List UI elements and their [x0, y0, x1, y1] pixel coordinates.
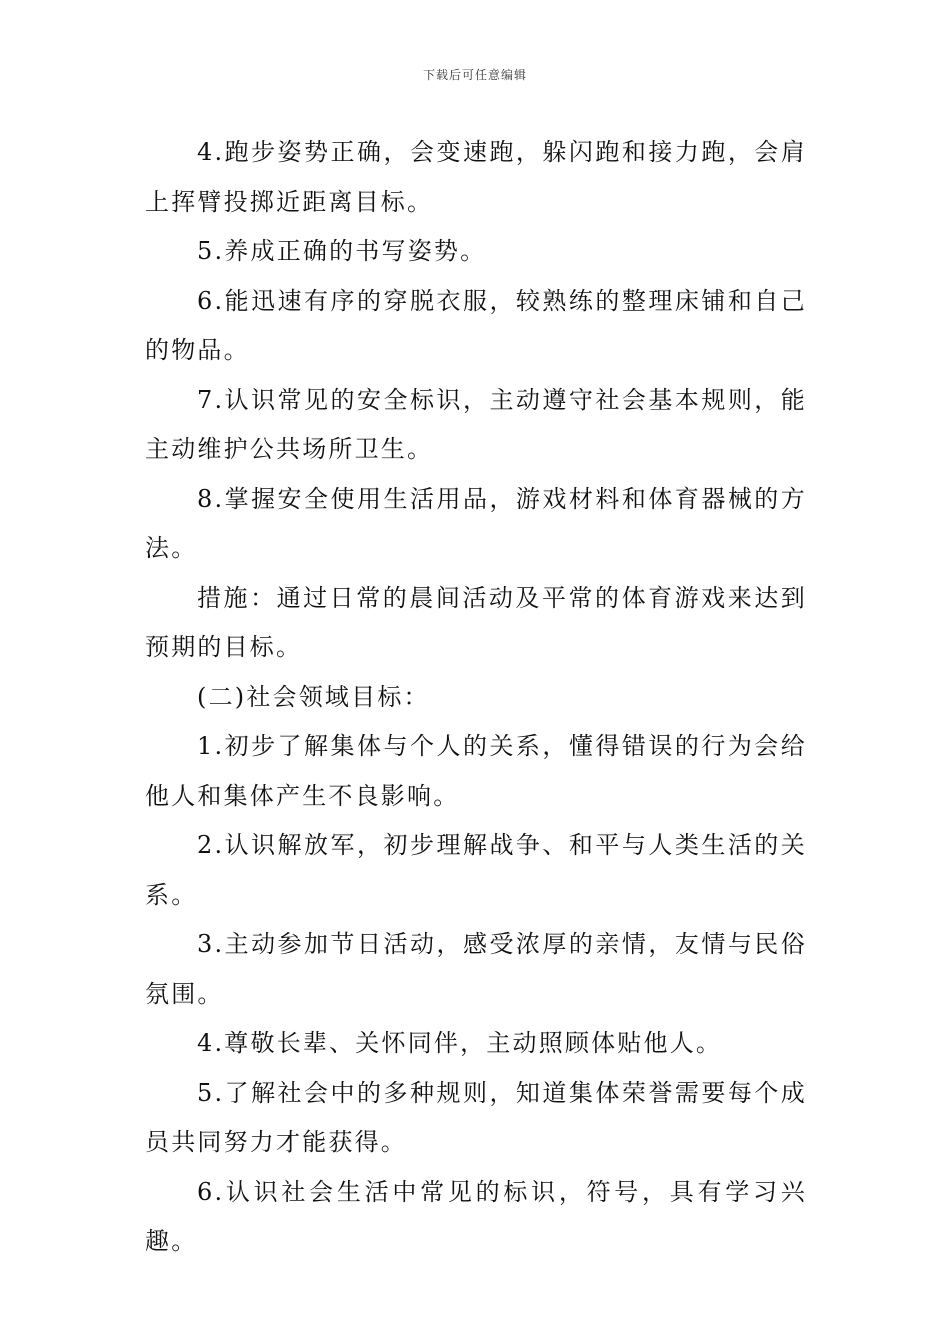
paragraph-respect: 4.尊敬长辈、关怀同伴，主动照顾体贴他人。 [197, 1029, 723, 1057]
paragraph-army: 2.认识解放军，初步理解战争、和平与人类生活的关系。 [145, 831, 807, 909]
paragraph-safe-use: 8.掌握安全使用生活用品，游戏材料和体育器械的方法。 [145, 484, 807, 562]
document-body [145, 128, 807, 1267]
header-note: 下载后可任意编辑 [422, 68, 527, 82]
paragraph-running-skills: 4.跑步姿势正确，会变速跑，躲闪跑和接力跑，会肩上挥臂投掷近距离目标。 [145, 138, 807, 216]
paragraph-writing-posture: 5.养成正确的书写姿势。 [197, 237, 487, 265]
paragraph-safety-signs: 7.认识常见的安全标识，主动遵守社会基本规则，能主动维护公共场所卫生。 [145, 385, 807, 463]
paragraph-measures: 措施：通过日常的晨间活动及平常的体育游戏来达到预期的目标。 [145, 583, 807, 661]
paragraph-symbols: 6.认识社会生活中常见的标识，符号，具有学习兴趣。 [145, 1177, 807, 1255]
paragraph-collective: 1.初步了解集体与个人的关系，懂得错误的行为会给他人和集体产生不良影响。 [145, 732, 807, 810]
paragraph-dressing: 6.能迅速有序的穿脱衣服，较熟练的整理床铺和自己的物品。 [145, 286, 807, 364]
paragraph-rules: 5.了解社会中的多种规则，知道集体荣誉需要每个成员共同努力才能获得。 [145, 1078, 807, 1156]
section-heading-social: (二)社会领域目标： [197, 682, 430, 711]
paragraph-festivals: 3.主动参加节日活动，感受浓厚的亲情，友情与民俗氛围。 [145, 930, 807, 1008]
